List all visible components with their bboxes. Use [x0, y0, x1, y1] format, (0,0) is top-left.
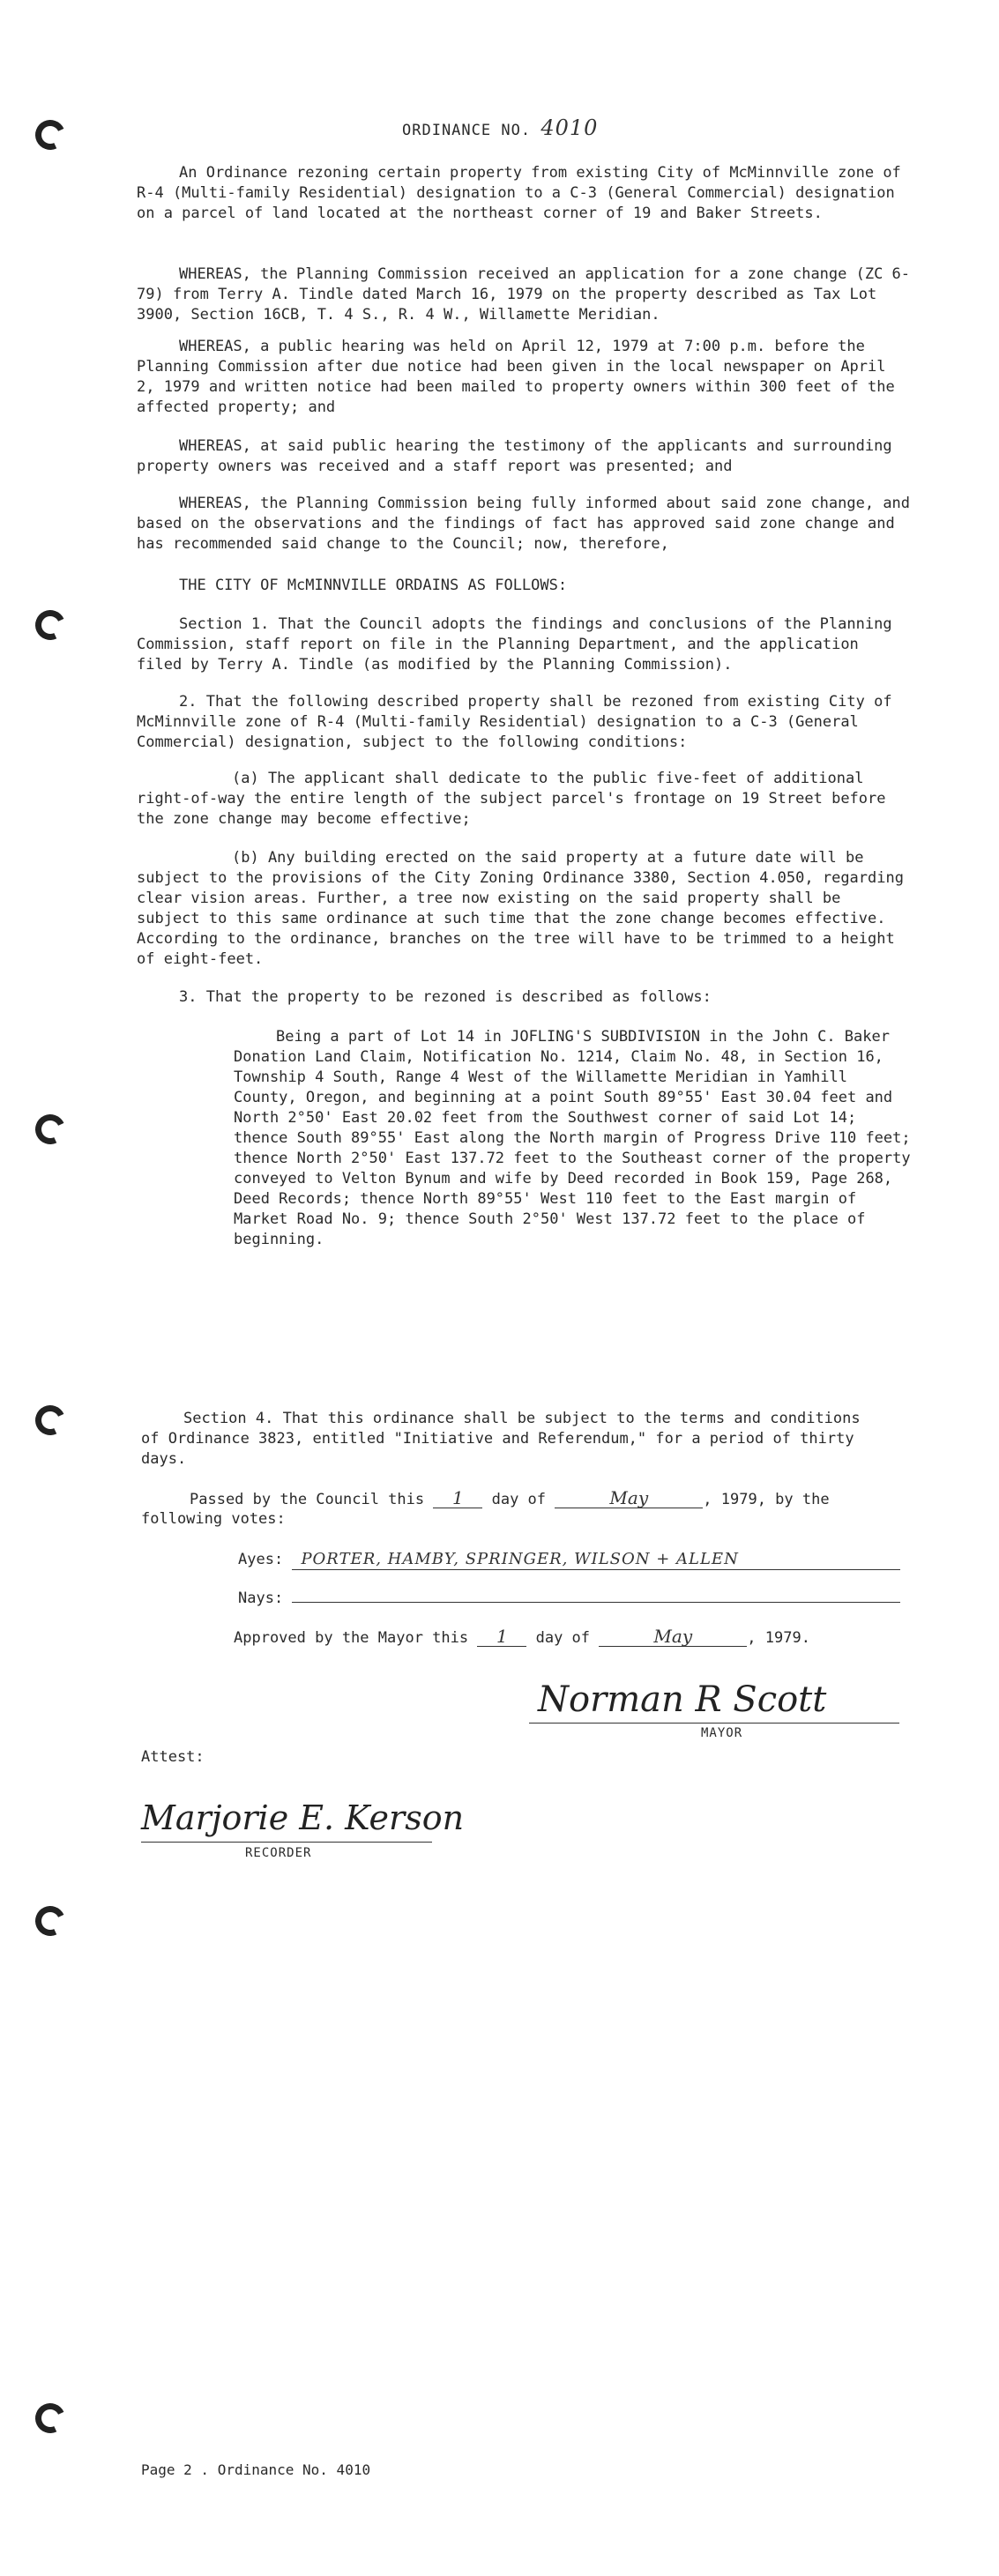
approved-month: May	[599, 1627, 747, 1647]
title-prefix: ORDINANCE NO.	[402, 122, 532, 139]
ayes-label: Ayes:	[238, 1551, 284, 1568]
recorder-signature-line	[141, 1842, 432, 1843]
punch-hole-3	[31, 1110, 70, 1149]
ayes-line	[238, 1550, 900, 1570]
approved-day-of: day of	[535, 1629, 591, 1647]
following-votes: following votes:	[141, 1510, 286, 1528]
passed-line	[190, 1488, 830, 1510]
section-3: 3. That the property to be rezoned is described as follows:	[179, 988, 712, 1006]
page-footer: Page 2 . Ordinance No. 4010	[141, 2461, 371, 2478]
passed-suffix: , 1979, by the	[703, 1491, 830, 1508]
attest-label: Attest:	[141, 1748, 205, 1766]
punch-hole-6	[31, 2399, 70, 2438]
recorder-signature: Marjorie E. Kerson	[141, 1798, 465, 1837]
punch-hole-5	[31, 1902, 70, 1940]
passed-day: 1	[433, 1488, 482, 1508]
section-2: 2. That the following described property shall be rezoned from existing City of McMinnville zone of R-4 (Multi-family Residential) designation to a C-3 (General Commercial) designation, subject to the following conditions:	[137, 693, 892, 751]
mayor-label: MAYOR	[701, 1726, 743, 1740]
section-1: Section 1. That the Council adopts the findings and conclusions of the Planning Commission, staff report on file in the Planning Department, and the application filed by Terry A. Tindle (as modified by the Planning Commission).	[137, 615, 892, 674]
page-title	[402, 115, 599, 141]
mayor-signature: Norman R Scott	[538, 1679, 827, 1720]
whereas-informed: WHEREAS, the Planning Commission being fully informed about said zone change, and based on the observations and the findings of fact has approved said zone change and has recommended said change to the Council; now, therefore,	[137, 495, 911, 553]
passed-day-of: day of	[491, 1491, 547, 1508]
nays-line	[238, 1589, 900, 1609]
condition-b: (b) Any building erected on the said property at a future date will be subject to the provisions of the City Zoning Ordinance 3380, Section 4.050, regarding clear vision areas. Further, a tree now existing on the said property shall be subject to this same ordinance at such time that the zone change becomes effective. According to the ordinance, branches on the tree will have to be trimmed to a height of eight-feet.	[137, 849, 904, 968]
punch-hole-2	[31, 606, 70, 644]
preamble: An Ordinance rezoning certain property from existing City of McMinnville zone of R-4 (Multi-family Residential) designation to a C-3 (General Commercial) designation on a parcel of land located at the northeast corner of 19 and Baker Streets.	[137, 164, 901, 222]
recorder-label: RECORDER	[245, 1846, 312, 1860]
condition-a: (a) The applicant shall dedicate to the public five-feet of additional right-of-way the entire length of the subject parcel's frontage on 19 Street before the zone change may become effective;	[137, 770, 886, 828]
punch-hole-4	[31, 1401, 70, 1440]
passed-month: May	[555, 1488, 703, 1508]
approved-line	[234, 1627, 810, 1649]
approved-suffix: , 1979.	[747, 1629, 810, 1647]
ordains-heading: THE CITY OF McMINNVILLE ORDAINS AS FOLLOWS:	[179, 577, 568, 594]
ayes-votes: PORTER, HAMBY, SPRINGER, WILSON + ALLEN	[292, 1550, 900, 1570]
approved-day: 1	[477, 1627, 526, 1647]
whereas-application: WHEREAS, the Planning Commission received an application for a zone change (ZC 6-79) from Terry A. Tindle dated March 16, 1979 on the property described as Tax Lot 3900, Section 16CB, T. 4 S., R. 4 W., Willamette Meridian.	[137, 265, 911, 324]
legal-description: Being a part of Lot 14 in JOFLING'S SUBDIVISION in the John C. Baker Donation Land Claim, Notification No. 1214, Claim No. 48, in Section 16, Township 4 South, Range 4 West of the Willamette Meridian in Yamhill County, Oregon, and beginning at a point South 89°55' East 30.04 feet and North 2°50' East 20.02 feet from the Southwest corner of said Lot 14; thence South 89°55' East along the North margin of Progress Drive 110 feet; thence North 2°50' East 137.72 feet to the Southeast corner of the property conveyed to Velton Bynum and wife by Deed recorded in Book 159, Page 268, Deed Records; thence North 89°55' West 110 feet to the East margin of Market Road No. 9; thence South 2°50' West 137.72 feet to the place of beginning.	[234, 1028, 911, 1248]
whereas-testimony: WHEREAS, at said public hearing the testimony of the applicants and surrounding property owners was received and a staff report was presented; and	[137, 437, 892, 475]
passed-prefix: Passed by the Council this	[190, 1491, 425, 1508]
section-4: Section 4. That this ordinance shall be subject to the terms and conditions of Ordinance 3823, entitled "Initiative and Referendum," for a period of thirty days.	[141, 1410, 861, 1468]
nays-label: Nays:	[238, 1590, 284, 1607]
approved-prefix: Approved by the Mayor this	[234, 1629, 469, 1647]
punch-hole-1	[31, 115, 70, 154]
ordinance-number: 4010	[541, 115, 599, 140]
whereas-hearing: WHEREAS, a public hearing was held on April 12, 1979 at 7:00 p.m. before the Planning Commission after due notice had been given in the local newspaper on April 2, 1979 and written notice had been mailed to property owners within 300 feet of the affected property; and	[137, 338, 895, 416]
nays-votes	[292, 1602, 900, 1603]
